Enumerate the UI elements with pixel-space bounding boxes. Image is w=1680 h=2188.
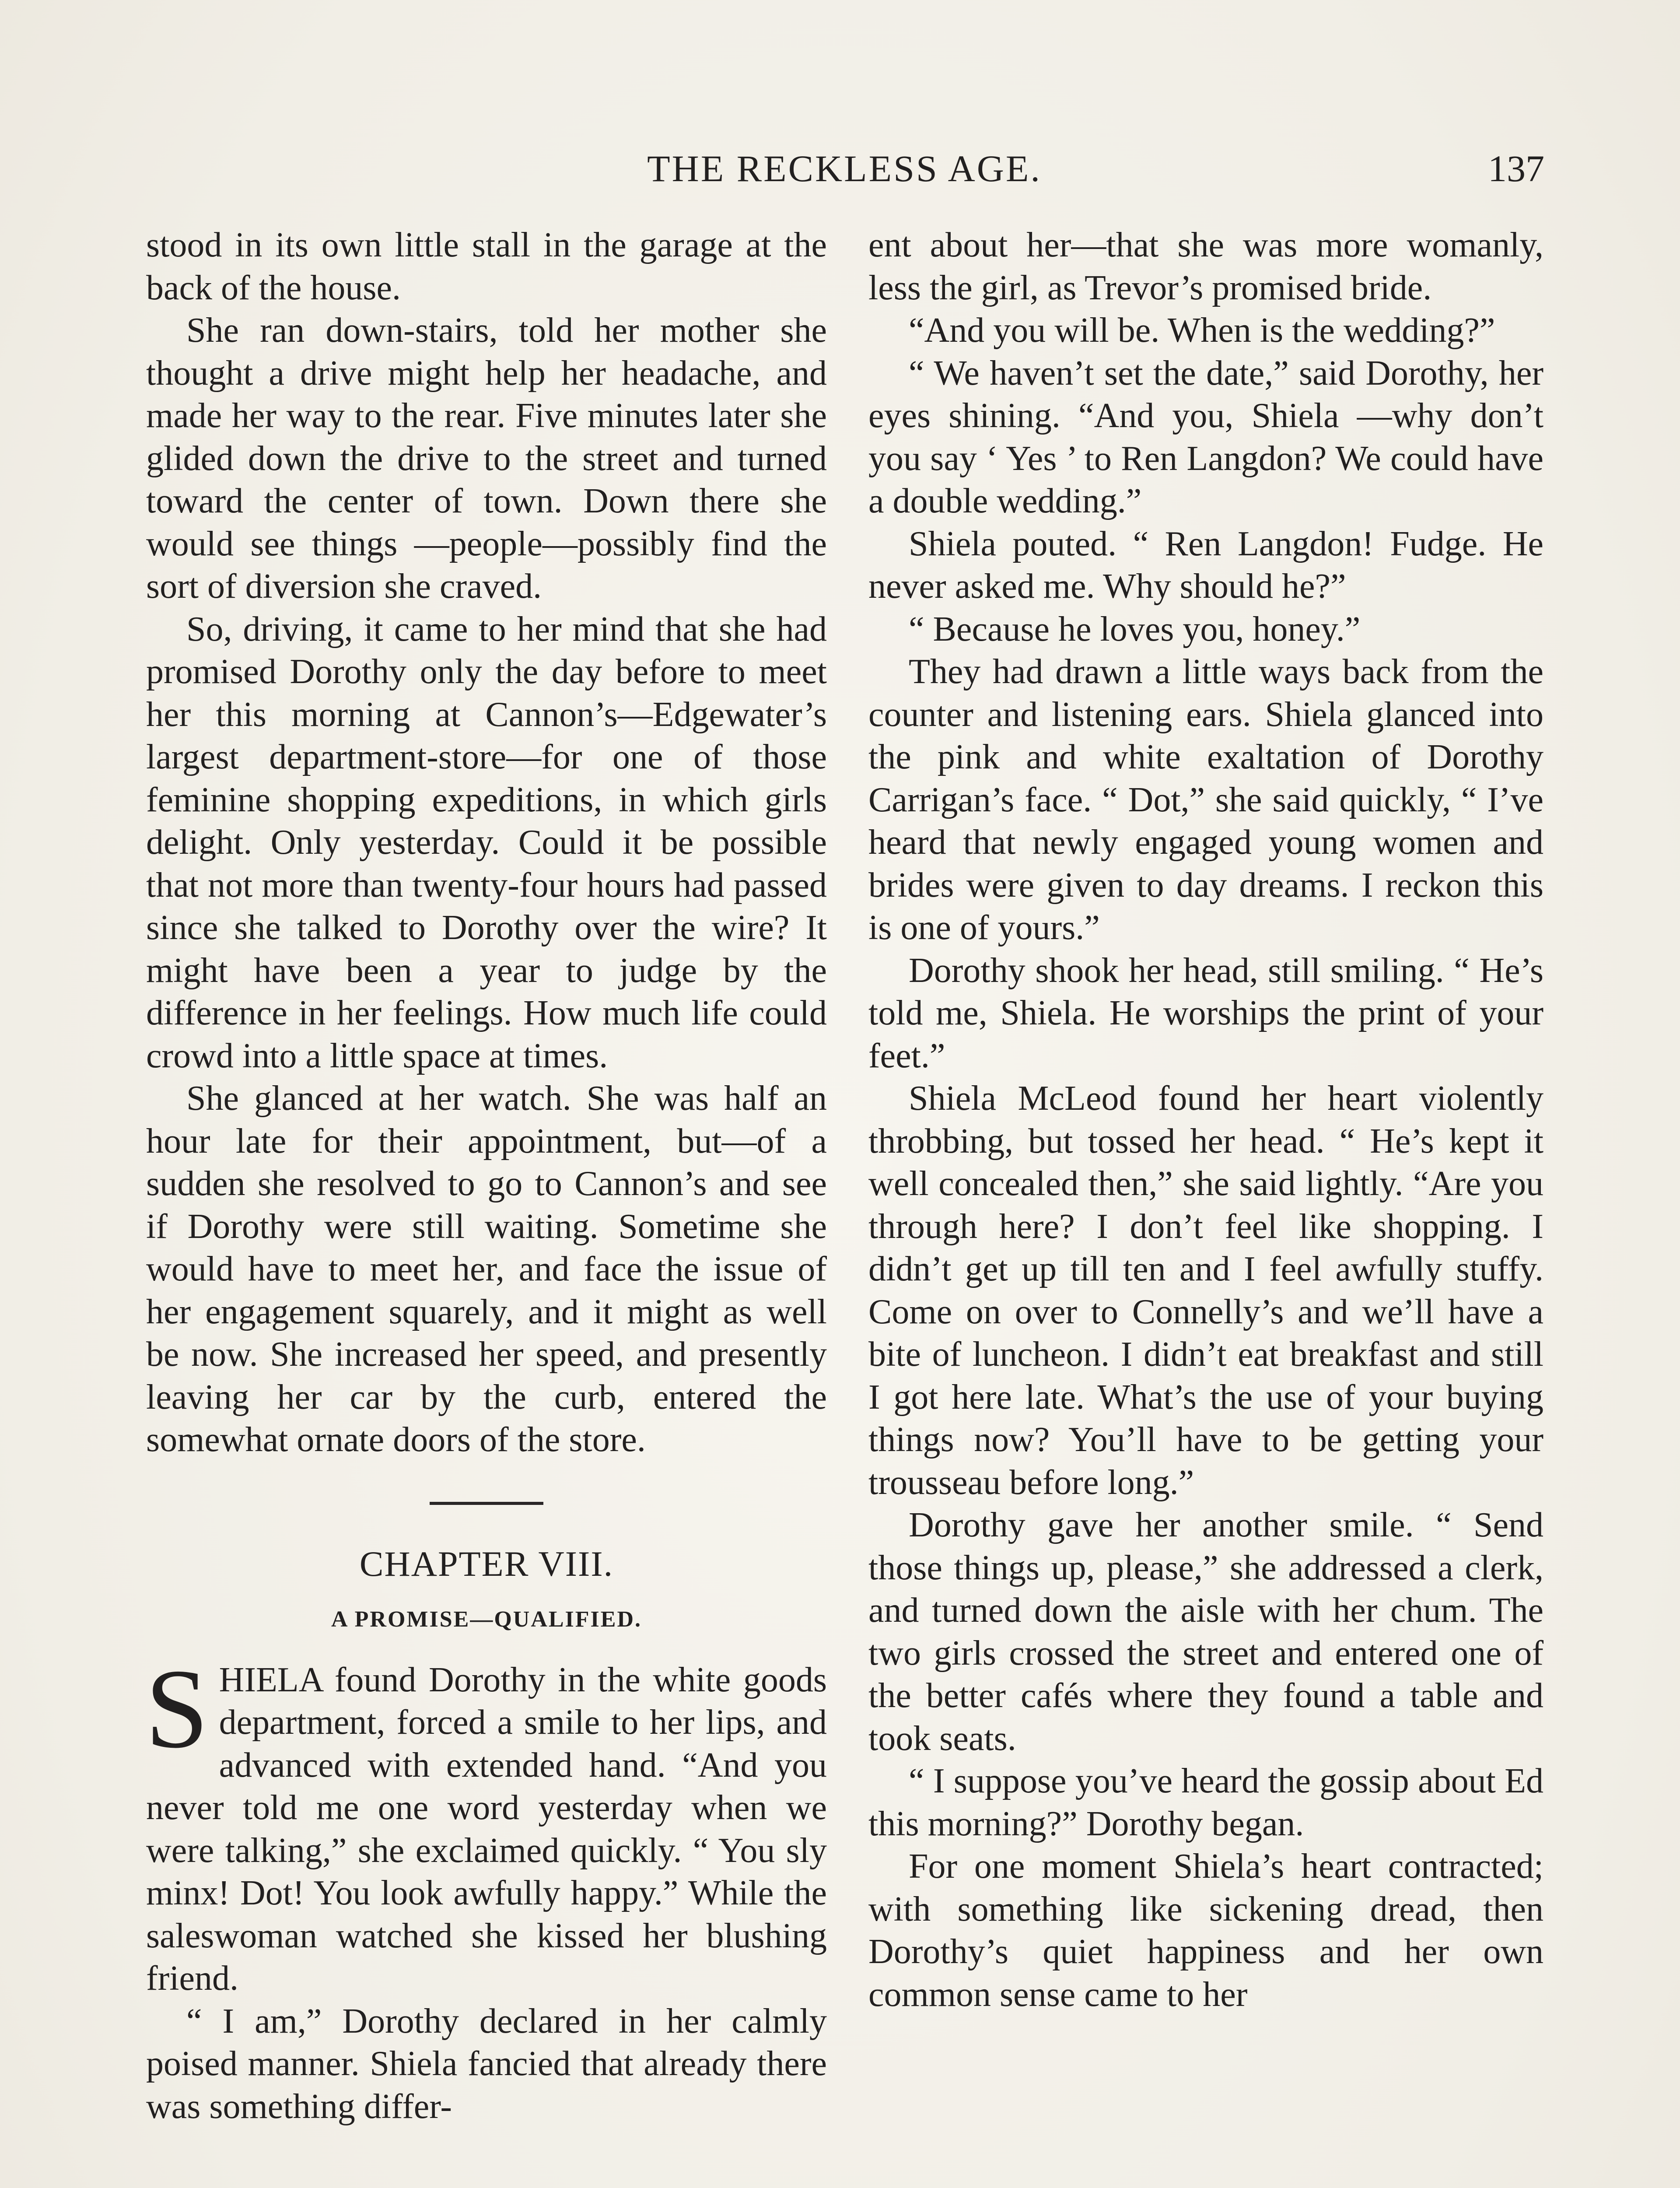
- drop-cap: S: [145, 1645, 209, 1772]
- chapter-opening-paragraph: [145, 1645, 827, 2000]
- paragraph: “And you will be. When is the wedding?”: [909, 311, 1495, 350]
- left-column: [146, 224, 827, 2128]
- running-header: [144, 144, 1544, 193]
- right-column: [868, 224, 1544, 2016]
- paragraph: She glanced at her watch. She was half an hour late for their appointment, but—of a sudden she resolved to go to Cannon’s and see if Dorothy were still waiting. Sometime she would have to meet her, and face the issue of her engagement squarely, and it might as well be now. She increased her speed, and presently leaving her car by the curb, entered the somewhat ornate doors of the store.: [146, 1079, 827, 1459]
- paragraph: So, driving, it came to her mind that she had promised Dorothy only the day before to meet her this morning at Cannon’s—Edgewater’s largest department-store—for one of those feminine shopping expeditions, in which girls delight. Only yesterday. Could it be possible that not more than twenty-four hours had passed since she talked to Dorothy over the wire? It might have been a year to judge by the difference in her feelings. How much life could crowd into a little space at times.: [146, 610, 827, 1075]
- paragraph: Shiela McLeod found her heart violently throbbing, but tossed her head. “ He’s kept it well concealed then,” she said lightly. “Are you through here? I don’t feel like shopping. I didn’t get up till ten and I feel awfully stuffy. Come on over to Connelly’s and we’ll have a bite of luncheon. I didn’t eat breakfast and still I got here late. What’s the use of your buying things now? You’ll have to be getting your trousseau before long.”: [868, 1079, 1544, 1502]
- chapter-opening-text: HIELA found Dorothy in the white goods department, forced a smile to her lips, and advanced with extended hand. “And you never told me one word yesterday when we were talking,” she exclaimed quickly. “ You sly minx! Dot! You look awfully happy.” While the saleswoman watched she kissed her blushing friend.: [146, 1660, 827, 1998]
- paragraph: Dorothy shook her head, still smiling. “ He’s told me, Shiela. He worships the print of your feet.”: [868, 951, 1544, 1075]
- paragraph: “ I am,” Dorothy declared in her calmly poised manner. Shiela fancied that already there was something differ-: [146, 2002, 827, 2126]
- chapter-subtitle: A PROMISE—QUALIFIED.: [331, 1606, 642, 1632]
- paragraph: “ We haven’t set the date,” said Dorothy, her eyes shining. “And you, Shiela —why don’t you say ‘ Yes ’ to Ren Langdon? We could have a double wedding.”: [868, 354, 1544, 520]
- paragraph: Shiela pouted. “ Ren Langdon! Fudge. He never asked me. Why should he?”: [868, 524, 1544, 606]
- section-divider: [430, 1502, 543, 1505]
- paragraph: She ran down-stairs, told her mother she thought a drive might help her headache, and made her way to the rear. Five minutes later she glided down the drive to the street and turned toward the center of town. Down there she would see things —people—possibly find the sort of diversion she craved.: [146, 311, 827, 606]
- page-number: 137: [1488, 147, 1544, 189]
- paragraph: Dorothy gave her another smile. “ Send those things up, please,” she addressed a clerk, and turned down the aisle with her chum. The two girls crossed the street and entered one of the better cafés where they found a table and took seats.: [868, 1506, 1544, 1758]
- paragraph: For one moment Shiela’s heart contracted; with something like sickening dread, then Dorothy’s quiet happiness and her own common sense came to her: [868, 1847, 1544, 2014]
- paragraph: “ Because he loves you, honey.”: [909, 610, 1361, 649]
- paragraph: “ I suppose you’ve heard the gossip about Ed this morning?” Dorothy began.: [868, 1762, 1544, 1843]
- paragraph: stood in its own little stall in the garage at the back of the house.: [146, 226, 827, 307]
- paragraph: ent about her—that she was more womanly, less the girl, as Trevor’s promised bride.: [868, 226, 1544, 307]
- running-title: THE RECKLESS AGE.: [647, 147, 1042, 189]
- paragraph: They had drawn a little ways back from the counter and listening ears. Shiela glanced into the pink and white exaltation of Dorothy Carrigan’s face. “ Dot,” she said quickly, “ I’ve heard that newly engaged young women and brides were given to day dreams. I reckon this is one of yours.”: [868, 652, 1544, 947]
- chapter-heading: CHAPTER VIII.: [359, 1543, 614, 1584]
